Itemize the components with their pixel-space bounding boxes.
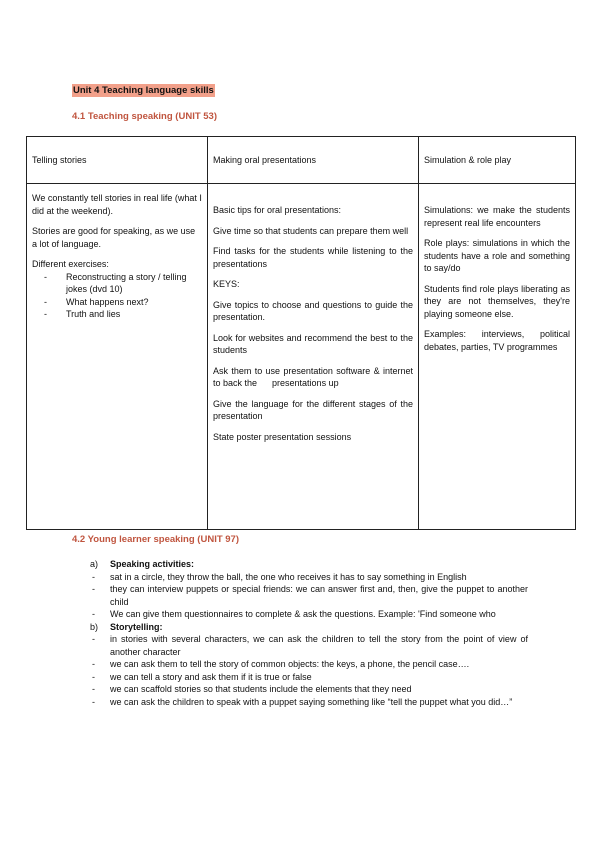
list-item: - sat in a circle, they throw the ball, the one who receives it has to say something in English — [90, 571, 528, 584]
table-header-row — [27, 137, 576, 184]
oral-p3: Find tasks for the students while listening to the presentations — [213, 246, 413, 269]
subsection-title: Storytelling: — [110, 621, 163, 632]
stories-p1: We constantly tell stories in real life (what I did at the weekend). — [32, 193, 202, 216]
cell-oral-presentations — [208, 184, 419, 530]
cell-telling-stories — [27, 184, 208, 530]
header-telling-stories: Telling stories — [27, 137, 208, 184]
header-simulation-role-play: Simulation & role play — [419, 137, 576, 184]
stories-p2: Stories are good for speaking, as we use a lot of language. — [32, 226, 196, 249]
list-item: - we can ask them to tell the story of common objects: the keys, a phone, the pencil case…. — [90, 658, 528, 671]
cell-simulation-role-play — [419, 184, 576, 530]
sim-p2: Role plays: simulations in which the students have a role and something to say/do — [424, 238, 570, 273]
subsection-marker: a) — [90, 559, 99, 569]
sim-p4: Examples: interviews, political debates, parties, TV programmes — [424, 329, 570, 352]
list-item: - we can tell a story and ask them if it is true or false — [90, 671, 528, 684]
list-item: - What happens next? — [38, 296, 202, 309]
speaking-activities-list — [90, 571, 528, 621]
oral-p9: State poster presentation sessions — [213, 431, 352, 442]
subsection-marker: b) — [90, 621, 99, 632]
oral-p8: Give the language for the different stages of the presentation — [213, 398, 413, 421]
storytelling-list — [90, 633, 528, 708]
header-oral-presentations: Making oral presentations — [208, 137, 419, 184]
young-learner-section — [90, 558, 528, 708]
subsection-title: Speaking activities: — [110, 559, 195, 569]
list-item: - we can scaffold stories so that students include the elements that they need — [90, 683, 528, 696]
subsection-speaking-activities — [90, 558, 528, 571]
unit-title: Unit 4 Teaching language skills — [73, 85, 214, 96]
subsection-storytelling — [90, 621, 528, 634]
list-item: - they can interview puppets or special friends: we can answer first and, then, give the puppet to another child — [90, 583, 528, 608]
oral-p2: Give time so that students can prepare them well — [213, 225, 409, 236]
list-item: - Reconstructing a story / telling jokes (dvd 10) — [38, 271, 202, 296]
sim-p3: Students find role plays liberating as they are not themselves, they're playing someone else. — [424, 283, 570, 319]
oral-p1: Basic tips for oral presentations: — [213, 205, 342, 215]
sim-p1: Simulations: we make the students represent real life encounters — [424, 205, 570, 228]
list-item: - in stories with several characters, we can ask the children to tell the story from the point of view of another character — [90, 633, 528, 658]
table-body-row — [27, 184, 576, 530]
oral-p5: Give topics to choose and questions to guide the presentation. — [213, 299, 413, 322]
list-item: - Truth and lies — [38, 308, 202, 321]
oral-p6: Look for websites and recommend the best to the students — [213, 332, 413, 355]
list-item: - we can ask the children to speak with a puppet saying something like “tell the puppet what you did…” — [90, 696, 528, 709]
exercise-list — [32, 271, 202, 321]
stories-p3: Different exercises: — [32, 259, 109, 269]
section-2-title: 4.2 Young learner speaking (UNIT 97) — [72, 534, 240, 545]
oral-p7: Ask them to use presentation software & internet to back the presentations up — [213, 365, 416, 388]
section-1-title: 4.1 Teaching speaking (UNIT 53) — [72, 111, 218, 122]
teaching-speaking-table — [26, 136, 576, 530]
list-item: - We can give them questionnaires to complete & ask the questions. Example: 'Find someone who — [90, 608, 528, 621]
oral-p4: KEYS: — [213, 279, 240, 289]
